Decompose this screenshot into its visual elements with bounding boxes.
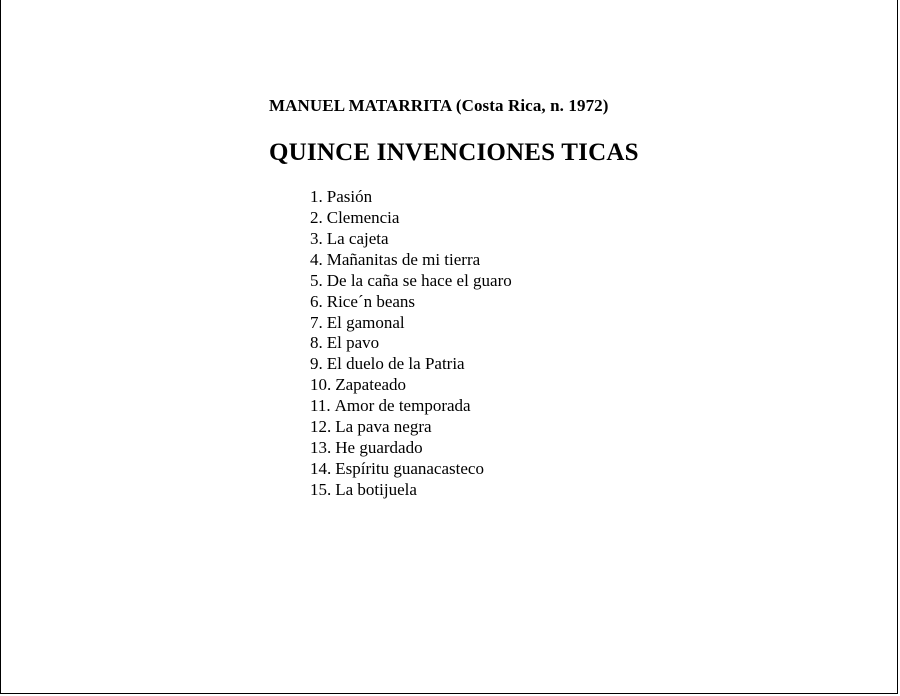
movement-number: 9. [310, 354, 323, 374]
movement-number: 2. [310, 207, 323, 227]
movement-title: La cajeta [326, 228, 389, 248]
movement-number: 11. [310, 396, 331, 416]
movement-title: He guardado [335, 438, 423, 458]
movement-item [310, 375, 512, 396]
movement-title: Mañanitas de mi tierra [326, 249, 481, 269]
work-title: QUINCE INVENCIONES TICAS [269, 139, 639, 166]
movement-title: Espíritu guanacasteco [335, 458, 484, 478]
movement-number: 13. [310, 438, 332, 458]
movement-list [310, 187, 512, 501]
movement-number: 1. [310, 187, 323, 206]
movement-item [310, 250, 512, 271]
movement-item [310, 229, 512, 250]
movement-title: Amor de temporada [334, 396, 471, 416]
movement-title: La botijuela [335, 479, 417, 499]
movement-item [310, 333, 512, 354]
movement-number: 14. [310, 458, 332, 478]
movement-item [310, 459, 512, 480]
movement-item [310, 208, 512, 229]
movement-item [310, 292, 512, 313]
movement-item [310, 396, 512, 417]
movement-item [310, 438, 512, 459]
movement-item [310, 354, 512, 375]
movement-number: 7. [310, 312, 323, 332]
movement-number: 3. [310, 228, 323, 248]
movement-title: El duelo de la Patria [326, 354, 465, 374]
movement-number: 6. [310, 291, 323, 311]
movement-title: De la caña se hace el guaro [326, 270, 512, 290]
movement-title: Clemencia [326, 207, 400, 227]
movement-title: Zapateado [335, 375, 407, 395]
movement-number: 12. [310, 417, 332, 437]
movement-title: Rice´n beans [326, 291, 416, 311]
movement-title: El pavo [326, 333, 380, 353]
movement-number: 15. [310, 479, 332, 499]
movement-title: La pava negra [335, 417, 432, 437]
movement-number: 4. [310, 249, 323, 269]
movement-title: Pasión [326, 187, 373, 206]
movement-number: 8. [310, 333, 323, 353]
movement-number: 10. [310, 375, 332, 395]
composer-heading: MANUEL MATARRITA (Costa Rica, n. 1972) [269, 96, 609, 115]
movement-item [310, 313, 512, 334]
movement-item [310, 417, 512, 438]
movement-item [310, 187, 512, 208]
movement-item [310, 271, 512, 292]
movement-number: 5. [310, 270, 323, 290]
movement-title: El gamonal [326, 312, 405, 332]
movement-item [310, 480, 512, 501]
